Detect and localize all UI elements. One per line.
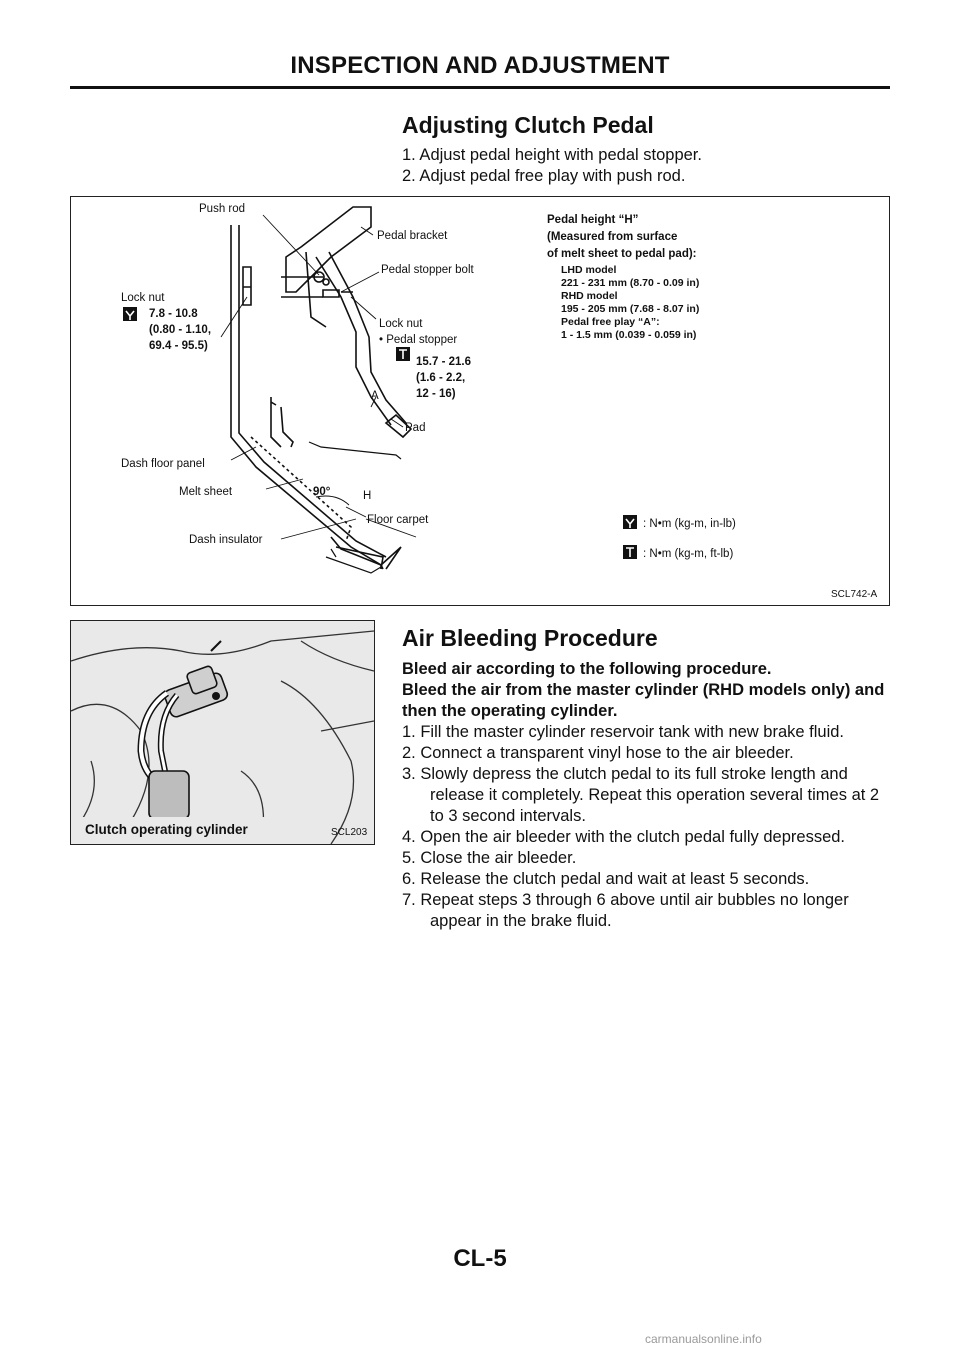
pedal-diagram-figure [70,196,890,606]
bleeding-step-7: 7. Repeat steps 3 through 6 above until air bubbles no longer appear in the brake fluid. [402,891,849,930]
figure2-caption: Clutch operating cylinder [85,822,248,837]
bleeding-intro-1: Bleed air according to the following procedure. [402,660,772,678]
section-heading-adjusting: Adjusting Clutch Pedal [402,112,654,138]
dash-clip [281,407,293,447]
torque-left-2: (0.80 - 1.10, [149,324,212,336]
legend-ft-lb-icon [623,545,637,559]
spec-title-2: (Measured from surface [547,231,678,243]
torque-right-2: (1.6 - 2.2, [416,372,466,384]
bleeding-step-1: 1. Fill the master cylinder reservoir tank with new brake fluid. [402,723,845,741]
lock-nut-shape [243,267,251,305]
footer-watermark: carmanualsonline.info [645,1332,762,1346]
bleeding-step-6: 6. Release the clutch pedal and wait at least 5 seconds. [402,870,810,888]
spec-line-1: LHD model [561,264,617,276]
page-header: INSPECTION AND ADJUSTMENT [290,52,670,79]
adjust-steps [402,145,892,187]
figure1-code: SCL742-A [831,589,878,600]
torque-in-lb-icon [123,307,137,321]
bleeding-step-5: 5. Close the air bleeder. [402,849,577,867]
spec-line-2: 221 - 231 mm (8.70 - 0.09 in) [561,277,700,289]
torque-ft-lb-icon [396,347,410,361]
legend-in-lb: : N•m (kg-m, in-lb) [643,518,736,530]
spec-title-1: Pedal height “H” [547,214,639,226]
bleeding-text [402,659,892,932]
carpet-corner [381,547,401,569]
clutch-cylinder-figure [70,620,375,845]
label-floor-carpet: Floor carpet [367,514,429,526]
spec-title-3: of melt sheet to pedal pad): [547,248,697,260]
pedal-diagram [71,197,889,605]
height-dimension [309,442,401,459]
torque-left-1: 7.8 - 10.8 [149,308,198,320]
spec-line-6: 1 - 1.5 mm (0.039 - 0.059 in) [561,329,697,341]
header-rule [70,86,890,89]
legend-ft-lb: : N•m (kg-m, ft-lb) [643,548,734,560]
label-dash-insulator: Dash insulator [189,534,263,546]
spec-line-3: RHD model [561,290,618,302]
label-dash-floor-panel: Dash floor panel [121,458,205,470]
label-a-mark: A [371,390,379,402]
label-pedal-stopper: • Pedal stopper [379,334,458,346]
clutch-cylinder-drawing [71,621,374,844]
legend-in-lb-icon [623,515,637,529]
label-push-rod: Push rod [199,203,246,215]
push-rod-pin [323,279,329,285]
dash-bracket [271,397,281,447]
label-pad: Pad [405,422,426,434]
label-lock-nut-left: Lock nut [121,292,165,304]
bleeding-step-4: 4. Open the air bleeder with the clutch pedal fully depressed. [402,828,846,846]
spec-line-4: 195 - 205 mm (7.68 - 8.07 in) [561,303,700,315]
bleeding-step-3: 3. Slowly depress the clutch pedal to its full stroke length and release it completely. Repeat this operation several times at 2 to 3 second intervals. [402,765,880,825]
torque-left-3: 69.4 - 95.5) [149,340,208,352]
label-pedal-bracket: Pedal bracket [377,230,448,242]
bleeding-intro-2: Bleed the air from the master cylinder (RHD models only) and then the operating cylinder. [402,681,885,720]
adjust-step-1: 1. Adjust pedal height with pedal stopper. [402,146,702,164]
section-heading-air-bleeding: Air Bleeding Procedure [402,625,658,651]
label-pedal-stopper-bolt: Pedal stopper bolt [381,264,474,276]
spec-line-5: Pedal free play “A”: [561,316,660,328]
page-number: CL-5 [453,1245,507,1272]
label-lock-nut-right: Lock nut [379,318,423,330]
bleeding-step-2: 2. Connect a transparent vinyl hose to the air bleeder. [402,744,794,762]
adjust-step-2: 2. Adjust pedal free play with push rod. [402,167,686,185]
label-h-mark: H [363,490,372,502]
torque-right-3: 12 - 16) [416,388,456,400]
figure2-code: SCL203 [331,827,368,838]
label-angle: 90° [313,486,331,498]
torque-right-1: 15.7 - 21.6 [416,356,471,368]
label-melt-sheet: Melt sheet [179,486,233,498]
